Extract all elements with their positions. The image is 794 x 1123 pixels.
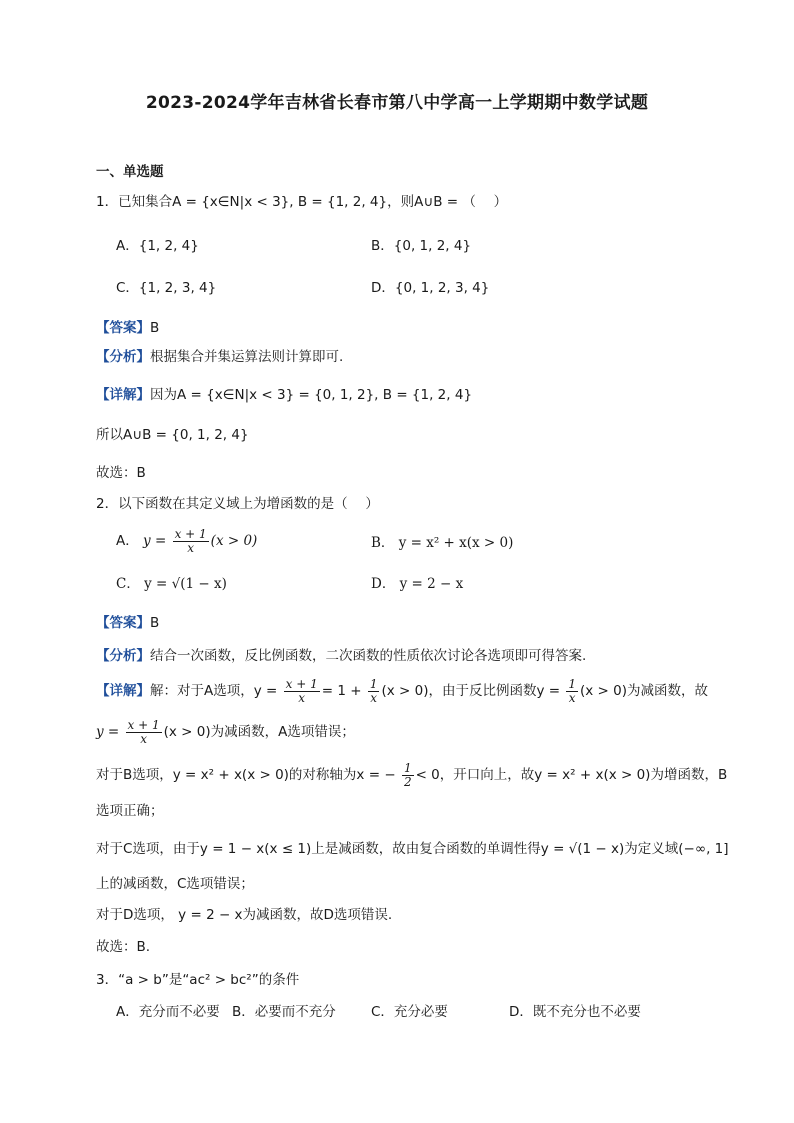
q1-option-c: C．{1, 2, 3, 4} (116, 280, 217, 296)
q1-analysis: 根据集合并集运算法则计算即可. (150, 349, 344, 365)
analysis-label: 【分析】 (96, 349, 150, 365)
detail-label: 【详解】 (96, 387, 150, 403)
q1-detail-line: 所以A∪B = {0, 1, 2, 4} (96, 427, 249, 443)
q2-detail-line-3: 对于B选项，y = x² + x(x > 0)的对称轴为x = − $\frac{1}{2}$ < 0，开口向上，故y = x² + x(x > 0)为增函数，B (96, 760, 728, 789)
q2-answer: B (150, 615, 160, 631)
q1-option-d: D．{0, 1, 2, 3, 4} (371, 280, 490, 296)
q2-detail-line-5: 对于C选项，由于y = 1 − x(x ≤ 1)上是减函数，故由复合函数的单调性得y = √(1 − x)为定义域(−∞, 1] (96, 841, 729, 857)
section-heading: 一、单选题 (96, 164, 164, 180)
q2-detail-line-2: y = $\frac{x + 1}{x}$ (x > 0)为减函数，A选项错误； (96, 717, 355, 746)
q1-answer-row (96, 318, 159, 338)
q1-answer: B (150, 320, 160, 336)
q1-conclusion: 故选：B (96, 465, 146, 481)
q1-option-a: A．{1, 2, 4} (116, 238, 199, 254)
q2-analysis-row (96, 646, 586, 666)
q3-option-c: C．充分必要 (371, 1004, 448, 1020)
detail-label: 【详解】 (96, 683, 150, 699)
q2-detail-line-1: 【详解】解：对于A选项，y = $\frac{x + 1}{x}$ = 1 + $\frac{1}{x}$ (x > 0)，由于反比例函数y = $\frac{1}{x}$ (x > 0)为减函数，故 (96, 676, 709, 705)
q2-conclusion: 故选：B. (96, 939, 151, 955)
analysis-label: 【分析】 (96, 648, 150, 664)
q2-detail-line-4: 选项正确； (96, 803, 164, 819)
question-2-stem: 2．以下函数在其定义域上为增函数的是（ ） (96, 496, 379, 512)
q3-option-b: B．必要而不充分 (232, 1004, 336, 1020)
question-3-stem: 3．“a > b”是“ac² > bc²”的条件 (96, 972, 300, 988)
q2-option-a-domain: (x > 0) (210, 533, 258, 549)
q2-detail-line-6: 上的减函数，C选项错误； (96, 876, 254, 892)
q2-analysis: 结合一次函数，反比例函数，二次函数的性质依次讨论各选项即可得答案. (150, 648, 587, 664)
q2-option-d: D． y = 2 − x (371, 576, 464, 592)
q2-option-b: B． y = x² + x(x > 0) (371, 535, 514, 551)
answer-label: 【答案】 (96, 320, 150, 336)
q2-option-a-lhs: y = (143, 533, 167, 549)
q2-option-a (116, 526, 257, 556)
q1-analysis-row (96, 347, 343, 367)
q3-option-d: D．既不充分也不必要 (509, 1004, 641, 1020)
q1-detail: 因为A = {x∈N|x < 3} = {0, 1, 2}, B = {1, 2, 4} (150, 387, 473, 403)
q2-detail-line-7: 对于D选项， y = 2 − x为减函数，故D选项错误. (96, 907, 393, 923)
q2-answer-row (96, 613, 159, 633)
q3-option-a: A．充分而不必要 (116, 1004, 220, 1020)
q1-option-b: B．{0, 1, 2, 4} (371, 238, 472, 254)
q2-option-a-letter: A． (116, 533, 139, 549)
question-1-stem: 1．已知集合A = {x∈N|x < 3}, B = {1, 2, 4}，则A∪B = （ ） (96, 194, 508, 210)
q2-option-a-fraction: $\frac{x + 1}{x}$ (174, 526, 207, 555)
answer-label: 【答案】 (96, 615, 150, 631)
page-title: 2023-2024学年吉林省长春市第八中学高一上学期期中数学试题 (145, 93, 649, 113)
q1-detail-row (96, 385, 472, 405)
q2-option-c: C． y = √(1 − x) (116, 576, 227, 592)
